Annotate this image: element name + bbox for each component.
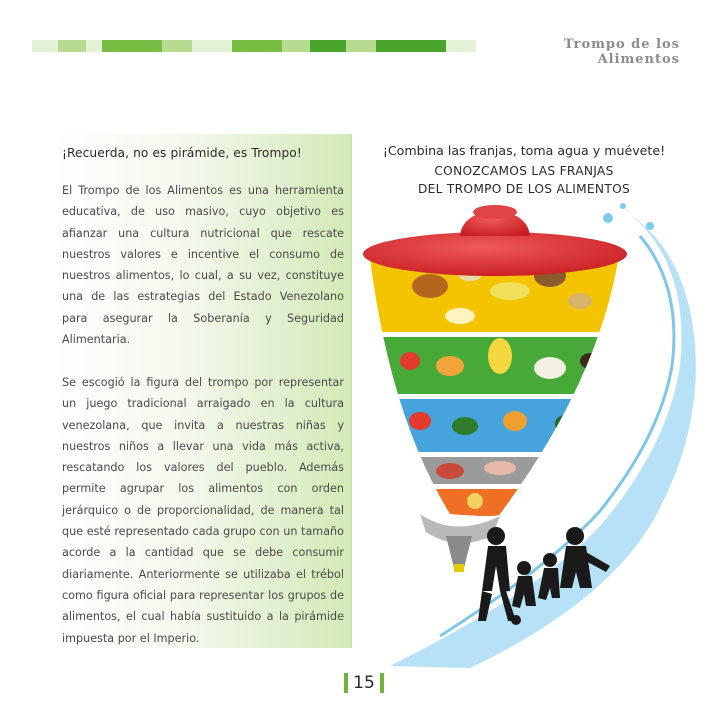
figure-title-line-2: DEL TROMPO DE LOS ALIMENTOS	[417, 182, 631, 196]
paragraph-definition: El Trompo de los Alimentos es una herramienta educativa, de uso masivo, cuyo objetivo es afianzar una cultura nutricional que rescate nuestros valores e incentive el consumo de nuestros alimentos, lo cual, a su vez, constituye una de las estrategias del Estado Venezolano para asegurar la Soberanía y Seguridad Alimentaria.	[62, 184, 344, 347]
paragraph-history: Se escogió la figura del trompo por representar un juego tradicional arraigado en la cultura venezolana, que invita a nuestras niñas y nuestros niños a llevar una vida más activa, rescatando los valores del pueblo. Además permite agrupar los alimentos con orden jerárquico o de proporcionalidad, de manera tal que esté representado cada grupo con un tamaño acorde a la cantidad que se debe consumir diariamente. Anteriormente se utilizaba el trébol como figura oficial para representar los grupos de alimentos, el cual había sustituido a la pirámide impuesta por el Imperio.	[62, 376, 344, 645]
slogan: ¡Combina las franjas, toma agua y muévete!	[382, 143, 666, 158]
page-number	[338, 672, 390, 694]
food-top-svg	[350, 196, 710, 676]
figure-title-line-1: CONOZCAMOS LAS FRANJAS	[434, 164, 614, 178]
panel-heading: ¡Recuerda, no es pirámide, es Trompo!	[62, 146, 302, 160]
page-number-right-bar	[380, 673, 384, 693]
page-number-value: 15	[353, 673, 375, 693]
figure-title	[364, 162, 684, 198]
page-number-left-bar	[344, 673, 348, 693]
band-dairy	[350, 398, 650, 456]
food-top-illustration	[350, 196, 710, 676]
top-red-cap	[363, 205, 627, 276]
running-header-title: Trompo de los Alimentos	[563, 37, 680, 67]
header-stripe-bar	[32, 40, 476, 52]
